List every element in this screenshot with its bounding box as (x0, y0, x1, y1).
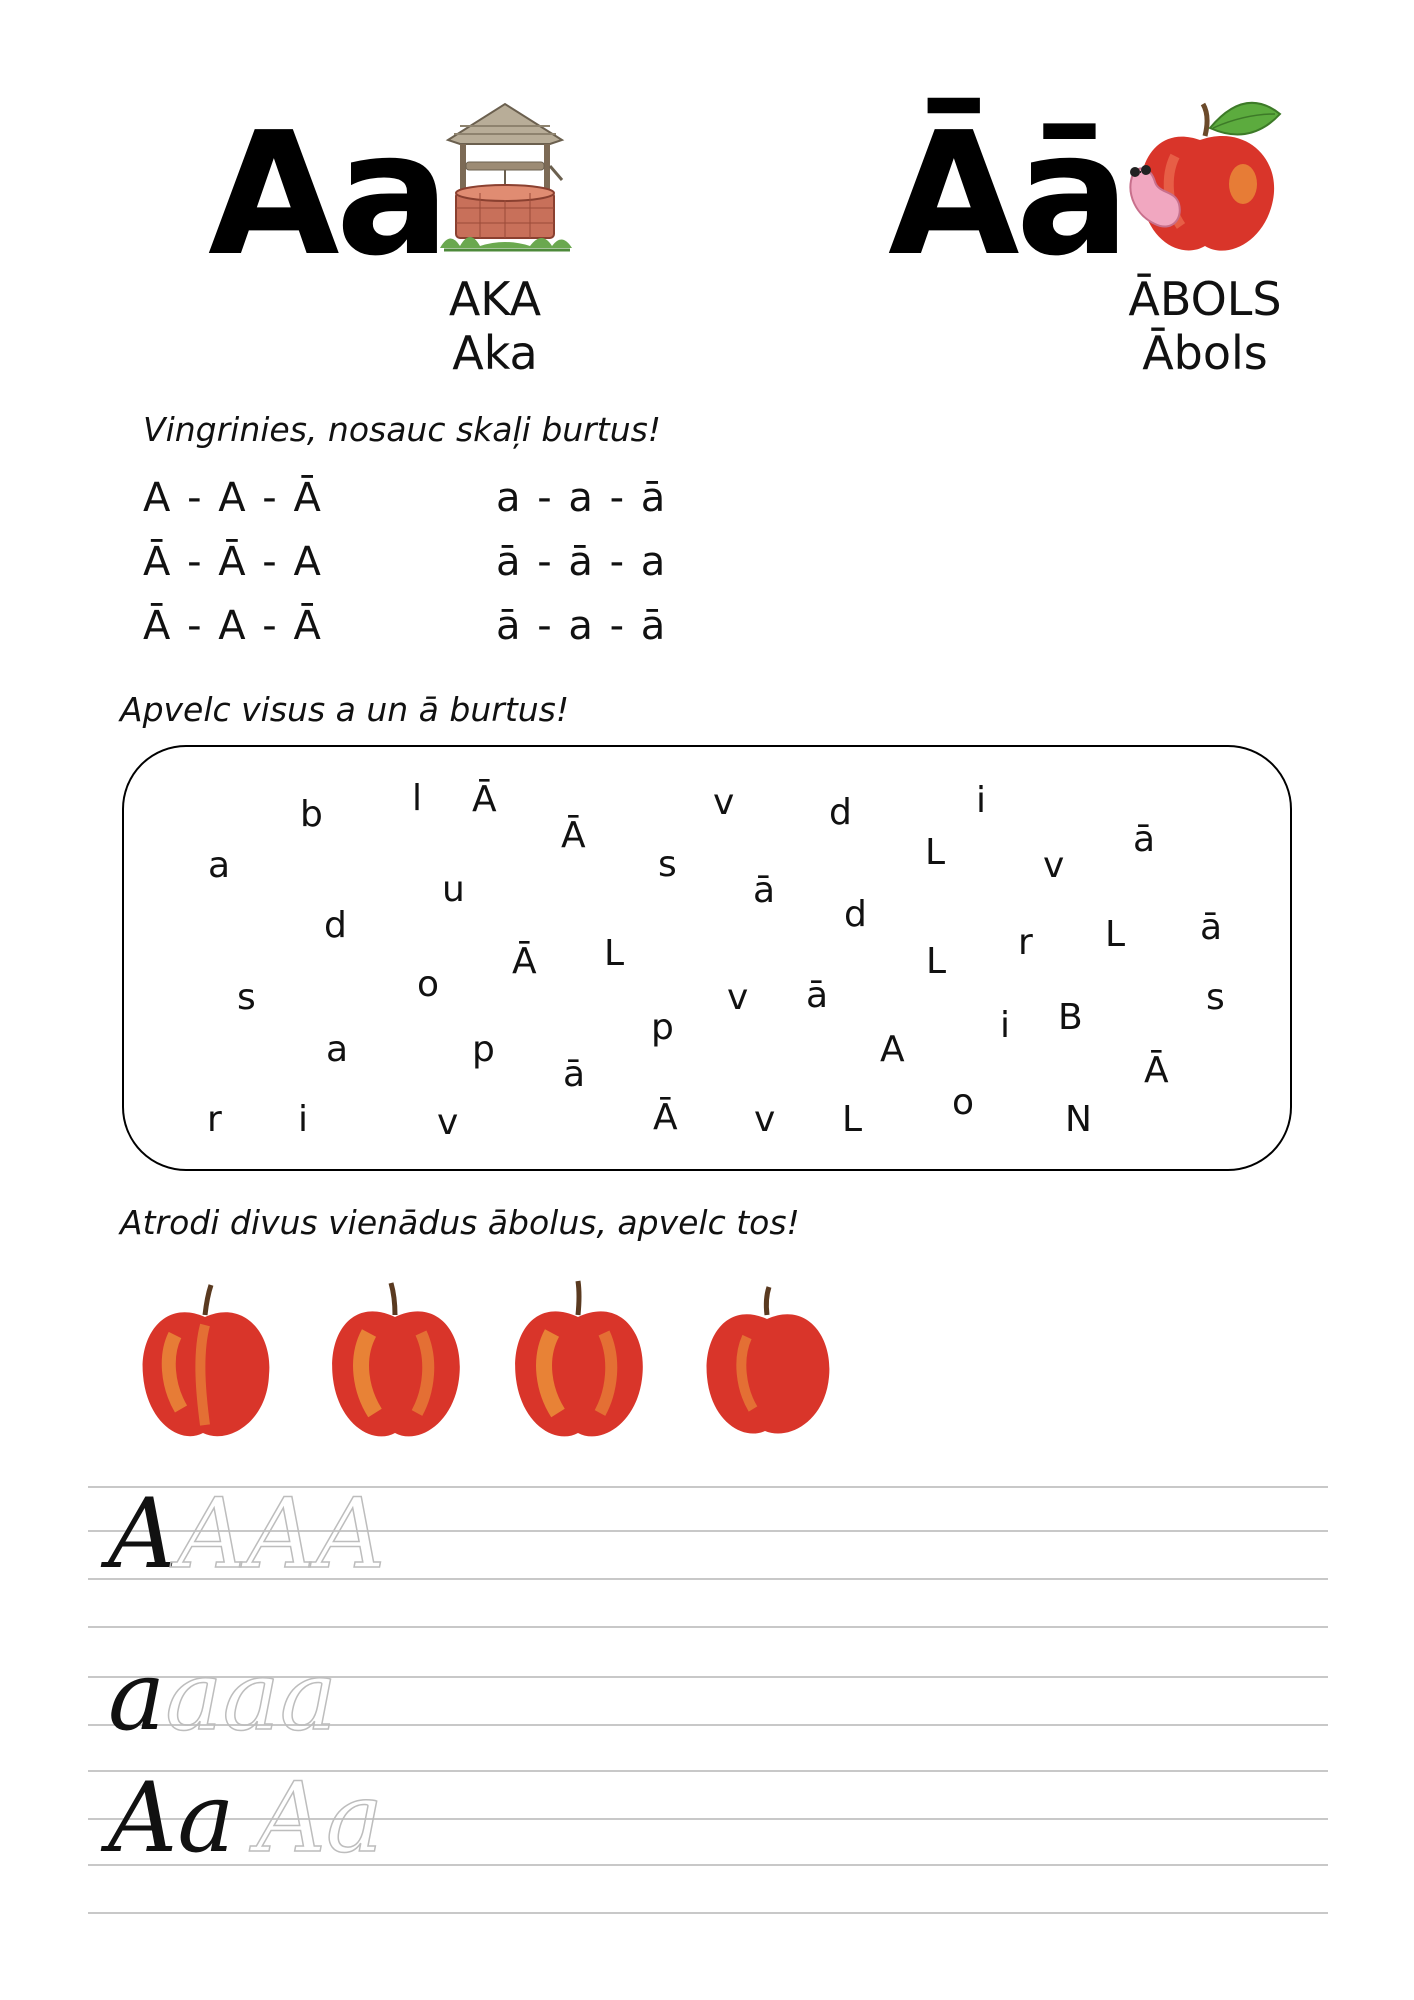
scattered-letter[interactable]: N (1065, 1099, 1092, 1140)
scattered-letter[interactable]: i (298, 1099, 309, 1140)
trace-letters: Aa (256, 1762, 384, 1874)
model-letter: A (108, 1478, 178, 1590)
scattered-letter[interactable]: i (976, 780, 987, 821)
scattered-letter[interactable]: s (658, 844, 677, 885)
scattered-letter[interactable]: Ā (472, 779, 497, 820)
scattered-letter[interactable]: Ā (1144, 1050, 1169, 1091)
scattered-letter[interactable]: s (1206, 977, 1225, 1018)
scattered-letter[interactable]: a (326, 1029, 349, 1070)
scattered-letter[interactable]: d (844, 894, 867, 935)
scattered-letter[interactable]: A (880, 1029, 905, 1070)
scattered-letter[interactable]: d (829, 792, 852, 833)
scattered-letter[interactable]: v (1043, 845, 1065, 886)
scattered-letter[interactable]: r (1018, 922, 1033, 963)
scattered-letter[interactable]: Ā (561, 815, 586, 856)
scattered-letter[interactable]: i (1000, 1005, 1011, 1046)
scattered-letter[interactable]: L (842, 1099, 863, 1140)
scattered-letter[interactable]: p (472, 1029, 495, 1070)
scattered-letter[interactable]: r (207, 1099, 222, 1140)
scattered-letter[interactable]: l (412, 778, 423, 819)
scattered-letter[interactable]: v (713, 782, 735, 823)
apple-2[interactable] (325, 1275, 465, 1445)
big-letters-aa: Aa (208, 96, 447, 294)
apple-with-worm-icon (1115, 96, 1285, 266)
scattered-letter[interactable]: b (300, 794, 323, 835)
seq-upper-1: A - A - Ā (143, 475, 323, 521)
well-icon (430, 100, 580, 260)
seq-lower-2: ā - ā - a (496, 539, 668, 585)
apple-1[interactable] (135, 1275, 275, 1445)
scattered-letter[interactable]: L (925, 832, 946, 873)
big-letters-aa-macron: Āā (888, 96, 1127, 294)
scattered-letter[interactable]: ā (1200, 907, 1223, 948)
uppercase-sequences (143, 466, 323, 658)
writing-row-1 (108, 1478, 386, 1590)
scattered-letter[interactable]: d (324, 905, 347, 946)
scattered-letter[interactable]: p (651, 1007, 674, 1048)
writing-row-3 (108, 1762, 384, 1874)
scattered-letter[interactable]: v (727, 977, 749, 1018)
exercise2-instruction: Apvelc visus a un ā burtus! (120, 690, 570, 729)
guide-line (88, 1912, 1328, 1914)
scattered-letter[interactable]: L (926, 941, 947, 982)
scattered-letter[interactable]: ā (806, 975, 829, 1016)
word-abols-upper: ĀBOLS (1128, 272, 1282, 326)
exercise1-instruction: Vingrinies, nosauc skaļi burtus! (143, 410, 662, 449)
scattered-letter[interactable]: ā (563, 1054, 586, 1095)
scattered-letter[interactable]: u (442, 869, 465, 910)
writing-row-2 (108, 1640, 337, 1752)
scattered-letter[interactable]: o (952, 1082, 975, 1123)
scattered-letter[interactable]: v (437, 1102, 459, 1143)
scattered-letter[interactable]: s (237, 977, 256, 1018)
guide-line (88, 1626, 1328, 1628)
scattered-letter[interactable]: B (1058, 997, 1083, 1038)
apple-3[interactable] (508, 1275, 648, 1445)
lowercase-sequences (496, 466, 667, 658)
word-aka-upper: AKA (448, 272, 542, 326)
scattered-letter[interactable]: ā (753, 870, 776, 911)
trace-letters: AAA (177, 1478, 386, 1590)
scattered-letter[interactable]: ā (1133, 819, 1156, 860)
scattered-letter[interactable]: v (754, 1099, 776, 1140)
word-aka-lower: Aka (452, 326, 538, 380)
scattered-letter[interactable]: Ā (653, 1097, 678, 1138)
scattered-letter[interactable]: L (604, 933, 625, 974)
seq-lower-3: ā - a - ā (496, 603, 668, 649)
seq-lower-1: a - a - ā (496, 475, 668, 521)
apple-4[interactable] (697, 1275, 837, 1445)
scattered-letter[interactable]: a (208, 845, 231, 886)
scattered-letter[interactable]: o (417, 964, 440, 1005)
model-letters: Aa (108, 1762, 235, 1874)
trace-letters: aaa (165, 1640, 337, 1752)
word-abols-lower: Ābols (1142, 326, 1268, 380)
exercise3-instruction: Atrodi divus vienādus ābolus, apvelc tos! (120, 1203, 800, 1242)
model-letter: a (108, 1640, 166, 1752)
seq-upper-2: Ā - Ā - A (143, 539, 323, 585)
scattered-letter[interactable]: L (1105, 914, 1126, 955)
seq-upper-3: Ā - A - Ā (143, 603, 323, 649)
scattered-letter[interactable]: Ā (512, 941, 537, 982)
